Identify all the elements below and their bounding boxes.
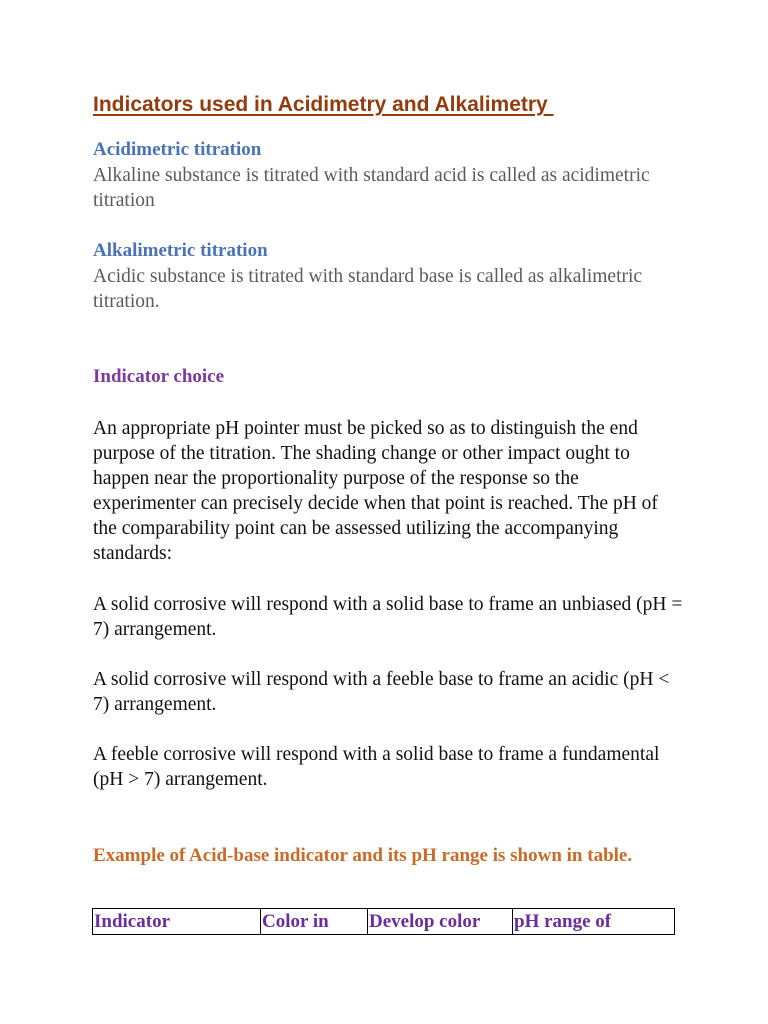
table-header-ph-range: pH range of (513, 909, 675, 935)
indicator-choice-paragraph-2: A solid corrosive will respond with a solid base to frame an unbiased (pH = 7) arrangement. (93, 594, 683, 640)
indicator-choice-heading: Indicator choice (93, 366, 225, 387)
table-header-color-in: Color in (261, 909, 368, 935)
indicator-choice-paragraph-1: An appropriate pH pointer must be picked so as to distinguish the end purpose of the titration. The shading change or other impact ought to happen near the proportionality purpose of the response so the experimenter can precisely decide when that point is reached. The pH of the comparability point can be assessed utilizing the accompanying standards: (93, 418, 658, 564)
table-header-indicator: Indicator (93, 909, 261, 935)
document-title: Indicators used in Acidimetry and Alkalimetry (93, 93, 554, 116)
alkalimetric-text: Acidic substance is titrated with standard base is called as alkalimetric titration. (93, 266, 643, 312)
indicator-table (92, 908, 675, 935)
acidimetric-heading: Acidimetric titration (93, 139, 262, 160)
table-header-develop-color: Develop color (368, 909, 513, 935)
indicator-choice-paragraph-4: A feeble corrosive will respond with a solid base to frame a fundamental (pH > 7) arrangement. (93, 744, 660, 790)
acidimetric-text: Alkaline substance is titrated with standard acid is called as acidimetric titration (93, 165, 650, 211)
alkalimetric-heading: Alkalimetric titration (93, 240, 268, 261)
example-heading: Example of Acid-base indicator and its pH range is shown in table. (93, 845, 633, 866)
table-header-row (93, 909, 675, 935)
indicator-choice-paragraph-3: A solid corrosive will respond with a feeble base to frame an acidic (pH < 7) arrangement. (93, 669, 670, 715)
